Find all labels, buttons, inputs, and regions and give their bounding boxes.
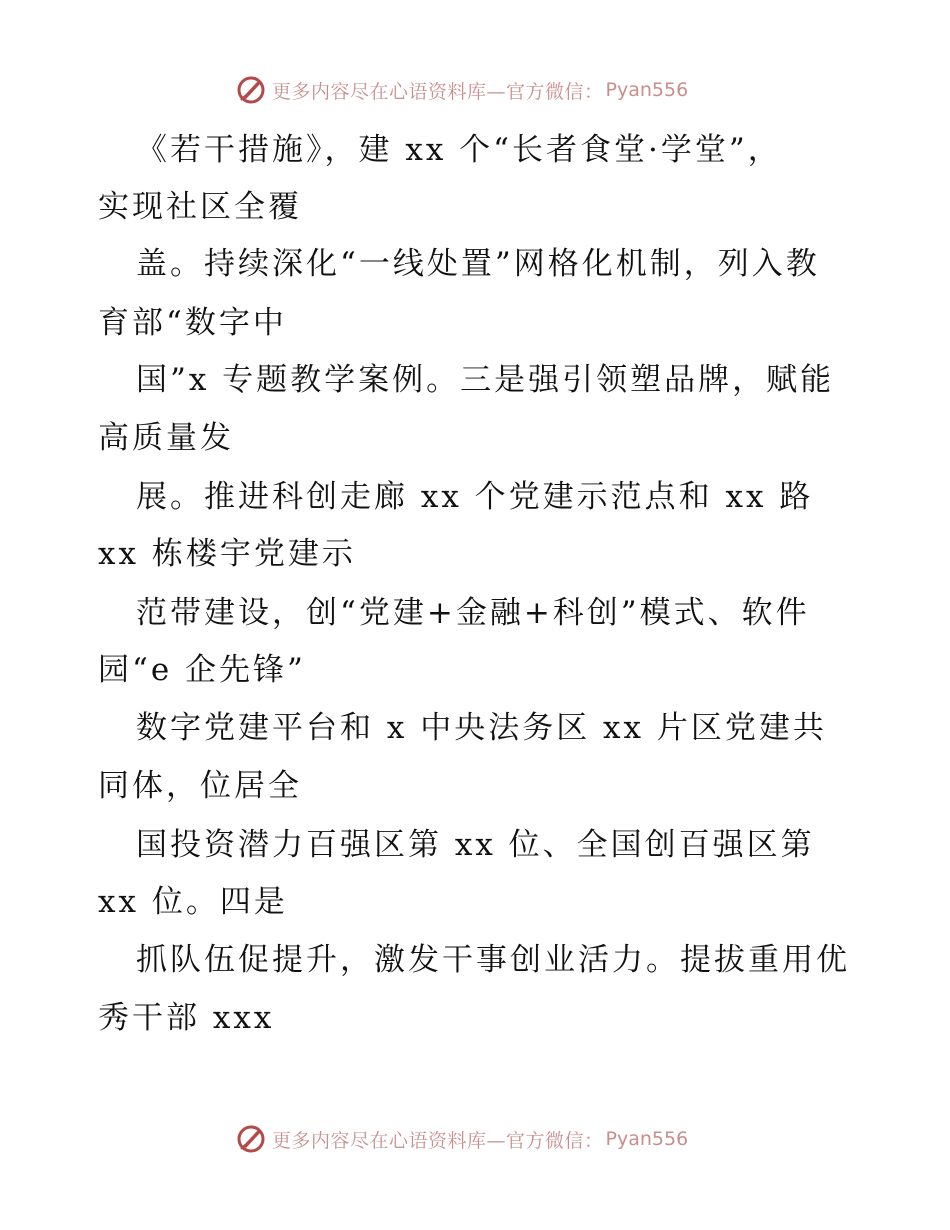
body-line: xx 位。四是: [98, 884, 288, 920]
header-watermark: [236, 73, 688, 107]
watermark-wechat-id: Pyan556: [605, 79, 689, 101]
watermark-text: 更多内容尽在心语资料库—官方微信：: [272, 1129, 604, 1152]
body-line: 抓队伍促提升，激发干事创业活力。提拔重用优: [136, 942, 850, 978]
body-line: 国投资潜力百强区第 xx 位、全国创百强区第: [136, 827, 815, 863]
body-line: 高质量发: [98, 420, 234, 456]
body-line: 展。推进科创走廊 xx 个党建示范点和 xx 路: [136, 479, 814, 515]
watermark-wechat-id: Pyan556: [605, 1128, 689, 1150]
body-line: 园“e 企先锋”: [98, 652, 306, 688]
footer-watermark: [236, 1122, 688, 1156]
body-line: 盖。持续深化“一线处置”网格化机制，列入教: [136, 246, 820, 282]
body-line: 范带建设，创“党建+金融+科创”模式、软件: [136, 595, 810, 631]
body-line: 《若干措施》，建 xx 个“长者食堂·学堂”，: [136, 132, 782, 168]
quill-logo-icon: [236, 75, 266, 105]
body-line: 实现社区全覆: [98, 189, 302, 225]
body-line: 同体，位居全: [98, 768, 302, 804]
watermark-text: 更多内容尽在心语资料库—官方微信：: [272, 80, 604, 103]
body-line: 数字党建平台和 x 中央法务区 xx 片区党建共: [136, 710, 827, 746]
body-line: 育部“数字中: [98, 305, 287, 341]
body-line: xx 栋楼宇党建示: [98, 536, 356, 572]
body-line: 秀干部 xxx: [98, 1000, 275, 1036]
quill-logo-icon: [236, 1124, 266, 1154]
body-line: 国”x 专题教学案例。三是强引领塑品牌，赋能: [136, 362, 835, 398]
